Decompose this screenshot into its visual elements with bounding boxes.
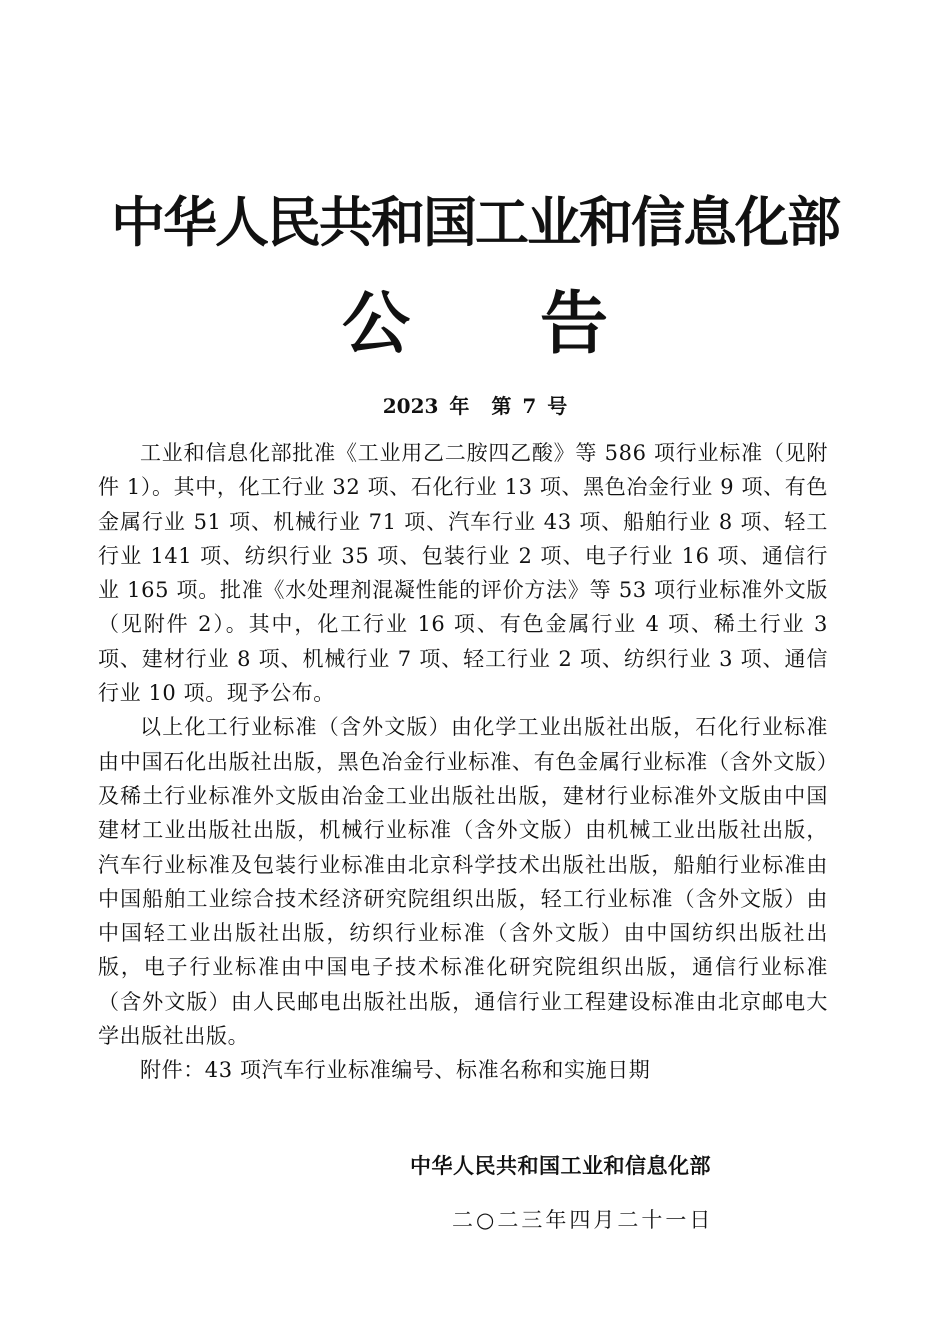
document-type-title: 公告 (341, 285, 738, 364)
document-issue-number: 第 7 号 (491, 394, 568, 418)
document-number (0, 392, 950, 420)
attachment-note: 附件：43 项汽车行业标准编号、标准名称和实施日期 (140, 1058, 651, 1083)
announcement-body (98, 436, 828, 1088)
paragraph-publishers: 以上化工行业标准（含外文版）由化学工业出版社出版，石化行业标准由中国石化出版社出版，黑色冶金行业标准、有色金属行业标准（含外文版）及稀土行业标准外文版由冶金工业出版社出版，建材行业标准外文版由中国建材工业出版社出版，机械行业标准（含外文版）由机械工业出版社出版，汽车行业标准及包装行业标准由北京科学技术出版社出版，船舶行业标准由中国船舶工业综合技术经济研究院组织出版，轻工行业标准（含外文版）由中国轻工业出版社出版，纺织行业标准（含外文版）由中国纺织出版社出版，电子行业标准由中国电子技术标准化研究院组织出版，通信行业标准（含外文版）由人民邮电出版社出版，通信行业工程建设标准由北京邮电大学出版社出版。 (98, 715, 828, 1049)
signature-date: 二○二三年四月二十一日 (452, 1208, 714, 1232)
ministry-title: 中华人民共和国工业和信息化部 (111, 191, 839, 254)
document-year: 2023 年 (382, 394, 470, 418)
signature-issuer: 中华人民共和国工业和信息化部 (410, 1154, 711, 1178)
paragraph-approval: 工业和信息化部批准《工业用乙二胺四乙酸》等 586 项行业标准（见附件 1）。其中，化工行业 32 项、石化行业 13 项、黑色冶金行业 9 项、有色金属行业 51 项、机械行业 71 项、汽车行业 43 项、船舶行业 8 项、轻工行业 141 项、纺织行业 35 项、包装行业 2 项、电子行业 16 项、通信行业 165 项。批准《水处理剂混凝性能的评价方法》等 53 项行业标准外文版（见附件 2）。其中，化工行业 16 项、有色金属行业 4 项、稀土行业 3 项、建材行业 8 项、机械行业 7 项、轻工行业 2 项、纺织行业 3 项、通信行业 10 项。现予公布。 (98, 441, 828, 706)
